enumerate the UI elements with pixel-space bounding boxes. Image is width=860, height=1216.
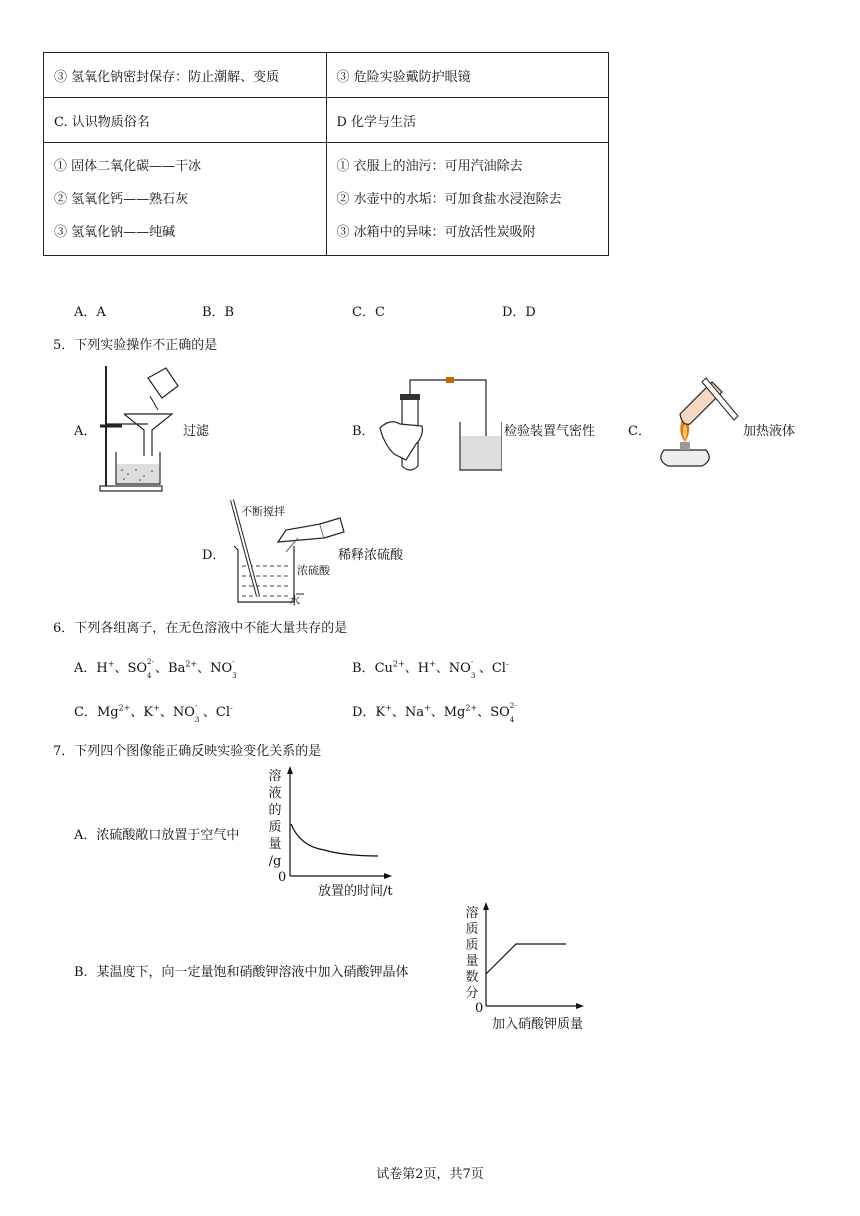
q7-stem: 7．下列四个图像能正确反映实验变化关系的是	[53, 744, 322, 759]
table-cell-r1-right: ③ 危险实验戴防护眼镜	[326, 53, 609, 98]
q5-a-label: 过滤	[183, 424, 210, 439]
q7-a-text: A．浓硫酸敞口放置于空气中	[74, 828, 240, 843]
q6-stem: 6．下列各组离子，在无色溶液中不能大量共存的是	[53, 621, 348, 636]
table-cell-d-heading: D 化学与生活	[326, 98, 609, 143]
page-footer: 试卷第2页，共7页	[376, 1167, 484, 1182]
airtightness-check-icon	[376, 374, 502, 476]
q7-a-ylabel: 溶 液 的 质 量 /g	[268, 769, 282, 869]
q7-b-origin: 0	[475, 1001, 484, 1016]
table-cell-c-heading: C. 认识物质俗名	[44, 98, 327, 143]
q5-d-water-label: 水	[289, 594, 300, 607]
table-cell-c-items	[44, 143, 327, 256]
q6-option-b: B．$Cu^{2+}$、H+、NO - 3 、Cl-	[352, 657, 509, 680]
q7-a-origin: 0	[278, 870, 287, 885]
q7-a-xlabel: 放置的时间/t	[318, 884, 393, 899]
q6-option-c: C．$Mg^{2+}$、K+、NO - 3 、Cl-	[74, 701, 233, 724]
q5-d-letter: D．	[202, 548, 226, 563]
table-cell-r1-left: ③ 氢氧化钠密封保存：防止潮解、变质	[44, 53, 327, 98]
list-item: ② 氢氧化钙——熟石灰	[54, 191, 189, 207]
table-cell-d-items	[326, 143, 609, 256]
q5-d-acid-label: 浓硫酸	[297, 564, 330, 577]
list-item: ③ 氢氧化钠——纯碱	[54, 224, 176, 240]
q7-b-ylabel: 溶 质 质 量 数 分	[465, 906, 479, 1001]
list-item: ③ 冰箱中的异味：可放活性炭吸附	[336, 224, 536, 240]
q4-option-c: C．C	[352, 305, 385, 320]
q7-b-xlabel: 加入硝酸钾质量	[492, 1017, 584, 1032]
q5-c-letter: C．	[628, 424, 651, 439]
q5-c-label: 加热液体	[743, 424, 796, 439]
q5-b-letter: B．	[352, 424, 375, 439]
q7-b-text: B．某温度下，向一定量饱和硝酸钾溶液中加入硝酸钾晶体	[74, 965, 409, 980]
q5-d-label: 稀释浓硫酸	[338, 548, 404, 563]
q5-stem: 5．下列实验操作不正确的是	[53, 338, 218, 353]
list-item: ① 固体二氧化碳——干冰	[54, 158, 202, 174]
q5-d-stir-label: 不断搅拌	[241, 505, 285, 518]
q5-a-letter: A．	[74, 424, 97, 439]
q7-a-graph	[286, 766, 392, 880]
q7-b-graph	[482, 902, 584, 1010]
q5-b-label: 检验装置气密性	[504, 424, 596, 439]
knowledge-table	[43, 52, 609, 256]
q4-option-d: D．D	[502, 305, 536, 320]
list-item: ① 衣服上的油污：可用汽油除去	[336, 158, 523, 174]
q6-option-a: A．H+、SO 2- 4 、$Ba^{2+}$、NO - 3	[74, 657, 237, 680]
q4-option-a: A．A	[74, 305, 106, 320]
q4-option-b: B．B	[202, 305, 235, 320]
list-item: ② 水壶中的水垢：可加食盐水浸泡除去	[336, 191, 562, 207]
heating-liquid-icon	[650, 374, 742, 472]
filtration-apparatus-icon	[98, 360, 186, 494]
q6-option-d: D．K+、Na+、$Mg^{2+}$、SO 2- 4	[352, 701, 517, 724]
